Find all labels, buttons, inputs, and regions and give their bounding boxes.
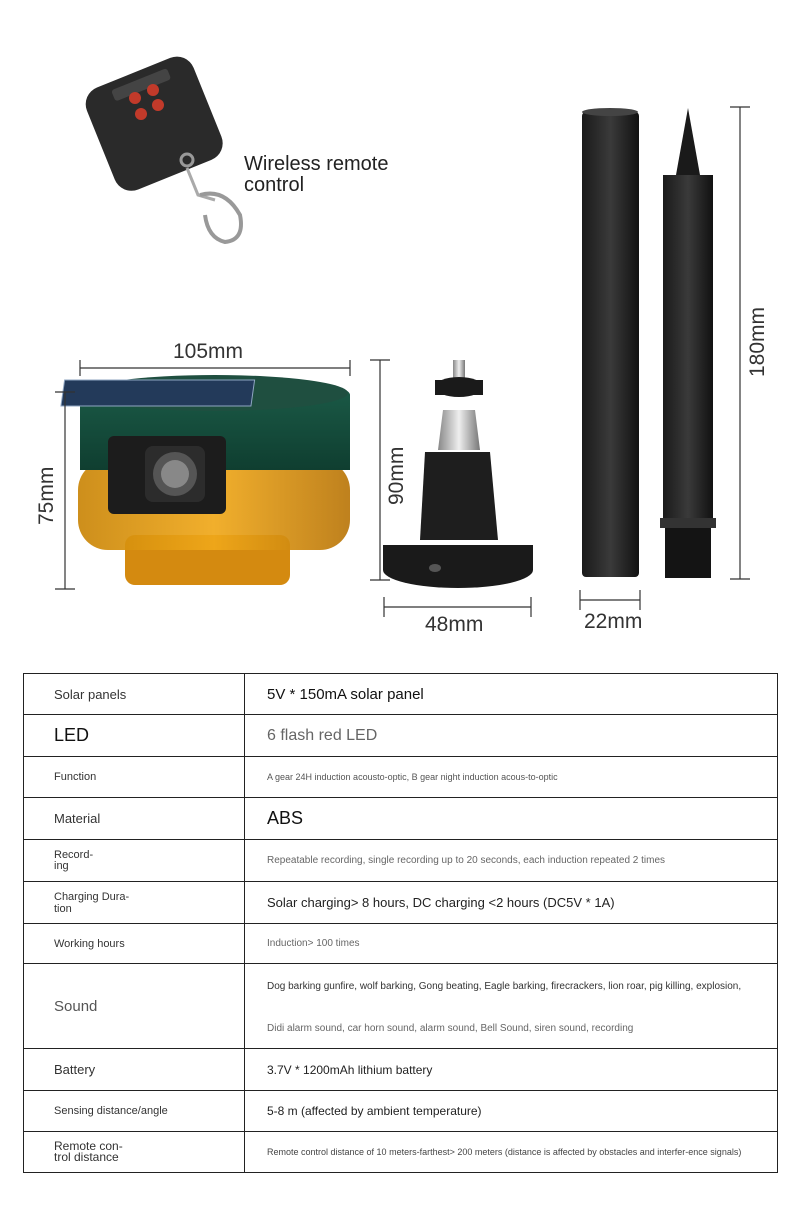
spec-value: Induction> 100 times [245, 924, 778, 964]
table-row [24, 715, 778, 757]
spec-value: ABS [245, 798, 778, 840]
spec-key: Charging Dura-tion [54, 890, 130, 915]
stake-height-label: 180mm [746, 306, 769, 377]
ground-stake-image [660, 108, 716, 578]
spec-key: Battery [24, 1049, 245, 1091]
table-row [24, 798, 778, 840]
spec-table [23, 673, 778, 1173]
spec-key: LED [24, 715, 245, 757]
device-image [61, 375, 350, 585]
remote-control-image [80, 51, 241, 242]
table-row [24, 674, 778, 715]
pole-image [582, 108, 639, 577]
spec-key: Sensing distance/angle [24, 1091, 245, 1132]
spec-key: Solar panels [24, 674, 245, 715]
remote-callout-label: Wireless remote control [244, 153, 389, 196]
spec-value: Repeatable recording, single recording up to 20 seconds, each induction repeated 2 times [245, 840, 778, 882]
spec-key: Working hours [24, 924, 245, 964]
spec-key: Material [24, 798, 245, 840]
mount-base-label: 48mm [425, 613, 484, 636]
stake-width-label: 22mm [584, 610, 643, 633]
spec-value-line1: Dog barking gunfire, wolf barking, Gong beating, Eagle barking, firecrackers, lion roar, pig killing, explosion, [267, 981, 742, 992]
spec-key: Function [24, 757, 245, 798]
spec-value-line2: Didi alarm sound, car horn sound, alarm sound, Bell Sound, siren sound, recording [267, 1023, 634, 1034]
spec-value: 5V * 150mA solar panel [245, 674, 778, 715]
table-row [24, 1132, 778, 1173]
table-row [24, 964, 778, 1049]
spec-value: Solar charging> 8 hours, DC charging <2 hours (DC5V * 1A) [245, 882, 778, 924]
device-width-label: 105mm [173, 340, 244, 363]
spec-key: Record-ing [54, 848, 94, 872]
table-row [24, 1049, 778, 1091]
table-row [24, 924, 778, 964]
spec-value: Remote control distance of 10 meters-farthest> 200 meters (distance is affected by obstacles and interfer-ence signals) [267, 1146, 742, 1157]
spec-value: A gear 24H induction acousto-optic, B gear night induction acous-to-optic [267, 772, 558, 782]
table-row [24, 757, 778, 798]
table-row [24, 882, 778, 924]
spec-value: 3.7V * 1200mAh lithium battery [245, 1049, 778, 1091]
spec-value: 5-8 m (affected by ambient temperature) [245, 1091, 778, 1132]
spec-value: 6 flash red LED [245, 715, 778, 757]
spec-key: Remote con-trol distance [54, 1139, 123, 1164]
mount-height-label: 90mm [385, 446, 408, 505]
device-height-label: 75mm [35, 466, 58, 525]
table-row [24, 840, 778, 882]
spec-key: Sound [24, 964, 245, 1049]
table-row [24, 1091, 778, 1132]
